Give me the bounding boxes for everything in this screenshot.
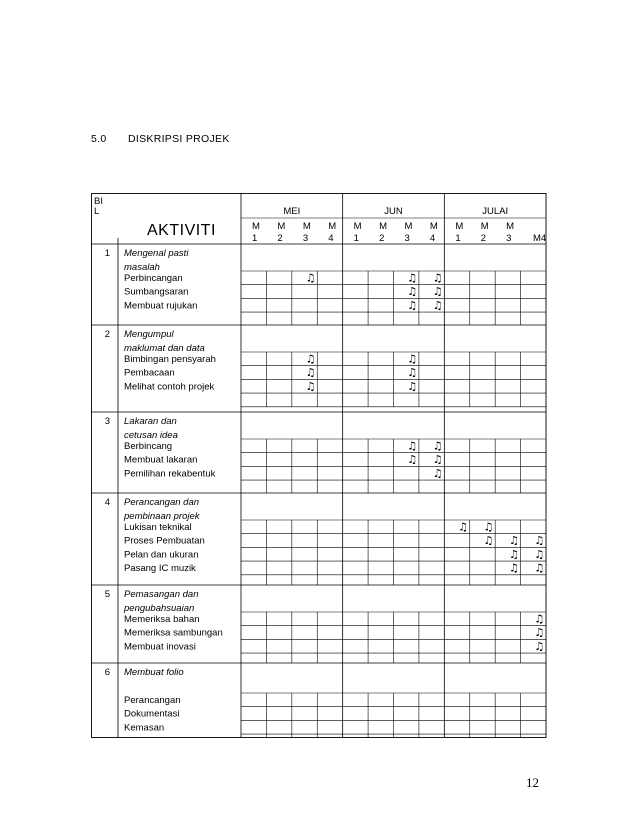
week-mark: ♫ (432, 439, 443, 453)
week-label-bottom: 2 (379, 233, 385, 244)
week-mark: ♫ (407, 285, 418, 299)
week-label-top: M (328, 221, 337, 232)
week-mark: ♫ (407, 453, 418, 467)
group-number: 3 (104, 416, 110, 427)
week-mark: ♫ (458, 520, 468, 534)
week-mark: ♫ (432, 271, 443, 285)
group-number: 4 (104, 497, 110, 508)
week-label-top: M (404, 221, 413, 232)
week-label-bottom: 2 (277, 233, 283, 244)
week-mark: ♫ (534, 612, 545, 626)
week-label-bottom: 2 (480, 233, 487, 244)
section-title: DISKRIPSI PROJEK (128, 133, 230, 145)
task-label: Lukisan teknikal (124, 522, 192, 533)
group-title-line1: Lakaran dan (124, 416, 177, 427)
week-label-top: M (277, 221, 286, 232)
group-title-line1: Mengumpul (124, 329, 174, 340)
week-label: M4 (532, 233, 547, 244)
week-label-bottom: 3 (302, 233, 309, 244)
group-title-line2: pengubahsuaian (124, 603, 195, 614)
task-label: Pembacaan (124, 367, 175, 379)
month-label-mei: MEI (283, 206, 301, 217)
bil-header-line1: BI (94, 196, 103, 207)
task-label: Membuat rujukan (124, 300, 198, 312)
week-mark: ♫ (534, 534, 545, 548)
group-title-line1: Membuat folio (124, 667, 184, 678)
week-mark: ♫ (483, 520, 494, 534)
section-number: 5.0 (91, 133, 107, 145)
week-mark: ♫ (407, 298, 418, 312)
week-mark: ♫ (483, 534, 494, 548)
bil-header-line2: L (94, 206, 100, 217)
week-mark: ♫ (407, 366, 418, 380)
task-label: Bimbingan pensyarah (124, 354, 216, 365)
week-mark: ♫ (407, 439, 418, 453)
task-label: Memeriksa sambungan (124, 627, 223, 639)
task-label: Perancangan (124, 695, 181, 706)
week-mark: ♫ (305, 352, 316, 366)
group-title-line1: Perancangan dan (124, 497, 200, 508)
task-label: Pasang IC muzik (124, 563, 196, 575)
group-title-line2: pembinaan projek (124, 511, 200, 522)
week-mark: ♫ (432, 298, 443, 312)
week-mark: ♫ (407, 352, 418, 366)
week-mark: ♫ (432, 453, 443, 467)
task-label: Berbincang (124, 441, 173, 452)
week-mark: ♫ (508, 547, 519, 561)
week-mark: ♫ (508, 561, 519, 575)
task-label: Kemasan (124, 722, 165, 734)
task-label: Sumbangsaran (124, 286, 189, 298)
week-label-bottom: 3 (506, 233, 512, 244)
week-mark: ♫ (305, 271, 316, 285)
task-label: Membuat lakaran (124, 454, 198, 466)
week-label-top: M (455, 221, 464, 232)
task-label: Memeriksa bahan (124, 614, 200, 625)
week-label-top: M (506, 221, 515, 232)
task-label: Pemilihan rekabentuk (124, 468, 216, 480)
group-title-line2: maklumat dan data (124, 343, 205, 354)
week-mark: ♫ (407, 271, 418, 285)
week-label-top: M (353, 221, 362, 232)
week-mark: ♫ (534, 626, 545, 640)
group-number: 2 (104, 329, 110, 340)
group-title-line1: Pemasangan dan (124, 589, 199, 600)
group-title-line2: cetusan idea (124, 430, 178, 441)
week-mark: ♫ (432, 285, 443, 299)
week-label-bottom: 1 (353, 233, 359, 244)
group-number: 1 (104, 248, 110, 259)
week-label-top: M (429, 221, 438, 232)
week-label-bottom: 3 (404, 233, 410, 244)
week-mark: ♫ (534, 547, 545, 561)
week-label-top: M (480, 221, 489, 232)
schedule-svg (91, 193, 547, 738)
week-label-bottom: 4 (328, 233, 334, 244)
task-label: Proses Pembuatan (124, 535, 205, 547)
week-label-bottom: 1 (455, 233, 461, 244)
group-title-line2: masalah (124, 262, 160, 273)
group-number: 6 (104, 667, 110, 678)
week-mark: ♫ (305, 366, 316, 380)
month-label-jun: JUN (384, 206, 403, 217)
week-label-top: M (252, 221, 260, 232)
group-number: 5 (104, 589, 110, 600)
week-mark: ♫ (534, 561, 545, 575)
task-label: Melihat contoh projek (124, 381, 215, 393)
week-mark: ♫ (534, 639, 545, 653)
week-label-bottom: 4 (429, 233, 436, 244)
week-label-top: M (379, 221, 388, 232)
task-label: Perbincangan (124, 273, 183, 284)
week-mark: ♫ (305, 379, 316, 393)
task-label: Dokumentasi (124, 708, 180, 720)
month-label-julai: JULAI (482, 206, 509, 217)
activity-header: AKTIVITI (147, 222, 216, 239)
group-title-line1: Mengenal pasti (124, 248, 189, 259)
week-label-top: M (302, 221, 311, 232)
task-label: Membuat inovasi (124, 641, 196, 653)
project-schedule-table (91, 193, 547, 738)
week-label-bottom: 1 (252, 233, 258, 244)
page-number: 12 (526, 775, 539, 790)
week-mark: ♫ (432, 466, 443, 480)
week-mark: ♫ (508, 534, 519, 548)
task-label: Pelan dan ukuran (124, 549, 199, 561)
week-mark: ♫ (407, 379, 418, 393)
